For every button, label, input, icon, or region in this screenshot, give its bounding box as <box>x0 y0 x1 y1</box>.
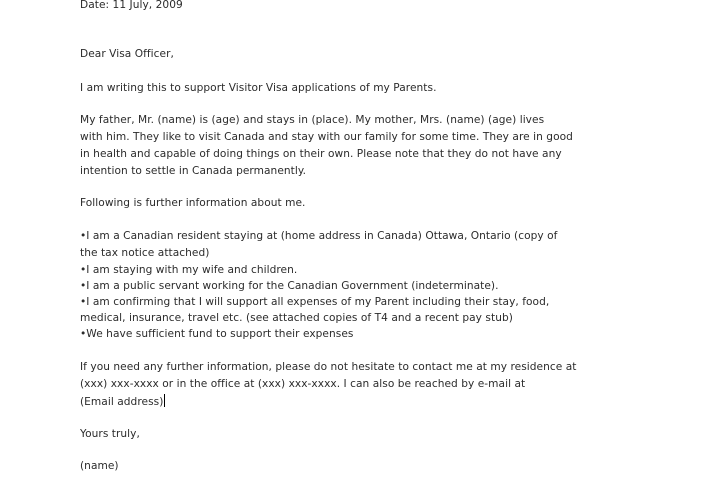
paragraph-line: My father, Mr. (name) is (age) and stays in (place). My mother, Mrs. (name) (age) lives <box>80 114 545 126</box>
bullet-line: the tax notice attached) <box>80 247 210 259</box>
contact-line-email <box>80 394 165 408</box>
bullet-line: •We have sufficient fund to support their expenses <box>80 328 354 340</box>
salutation: Dear Visa Officer, <box>80 48 174 60</box>
bullet-line: •I am staying with my wife and children. <box>80 264 298 276</box>
contact-line: (xxx) xxx-xxxx or in the office at (xxx) xxx-xxxx. I can also be reached by e-mail at <box>80 378 526 390</box>
contact-line: If you need any further information, please do not hesitate to contact me at my residence at <box>80 361 577 373</box>
date-line: Date: 11 July, 2009 <box>80 0 183 11</box>
text-cursor <box>164 394 165 407</box>
following-line: Following is further information about me. <box>80 197 306 209</box>
intro-line: I am writing this to support Visitor Visa applications of my Parents. <box>80 82 437 94</box>
signature-line: (name) <box>80 460 119 472</box>
bullet-line: medical, insurance, travel etc. (see attached copies of T4 and a recent pay stub) <box>80 312 513 324</box>
paragraph-line: in health and capable of doing things on their own. Please note that they do not have any <box>80 148 562 160</box>
email-placeholder: (Email address) <box>80 396 164 408</box>
closing-line: Yours truly, <box>80 428 140 440</box>
bullet-line: •I am confirming that I will support all expenses of my Parent including their stay, food, <box>80 296 550 308</box>
bullet-line: •I am a public servant working for the Canadian Government (indeterminate). <box>80 280 499 292</box>
bullet-line: •I am a Canadian resident staying at (home address in Canada) Ottawa, Ontario (copy of <box>80 230 558 242</box>
paragraph-line: intention to settle in Canada permanently. <box>80 165 307 177</box>
paragraph-line: with him. They like to visit Canada and stay with our family for some time. They are in good <box>80 131 573 143</box>
